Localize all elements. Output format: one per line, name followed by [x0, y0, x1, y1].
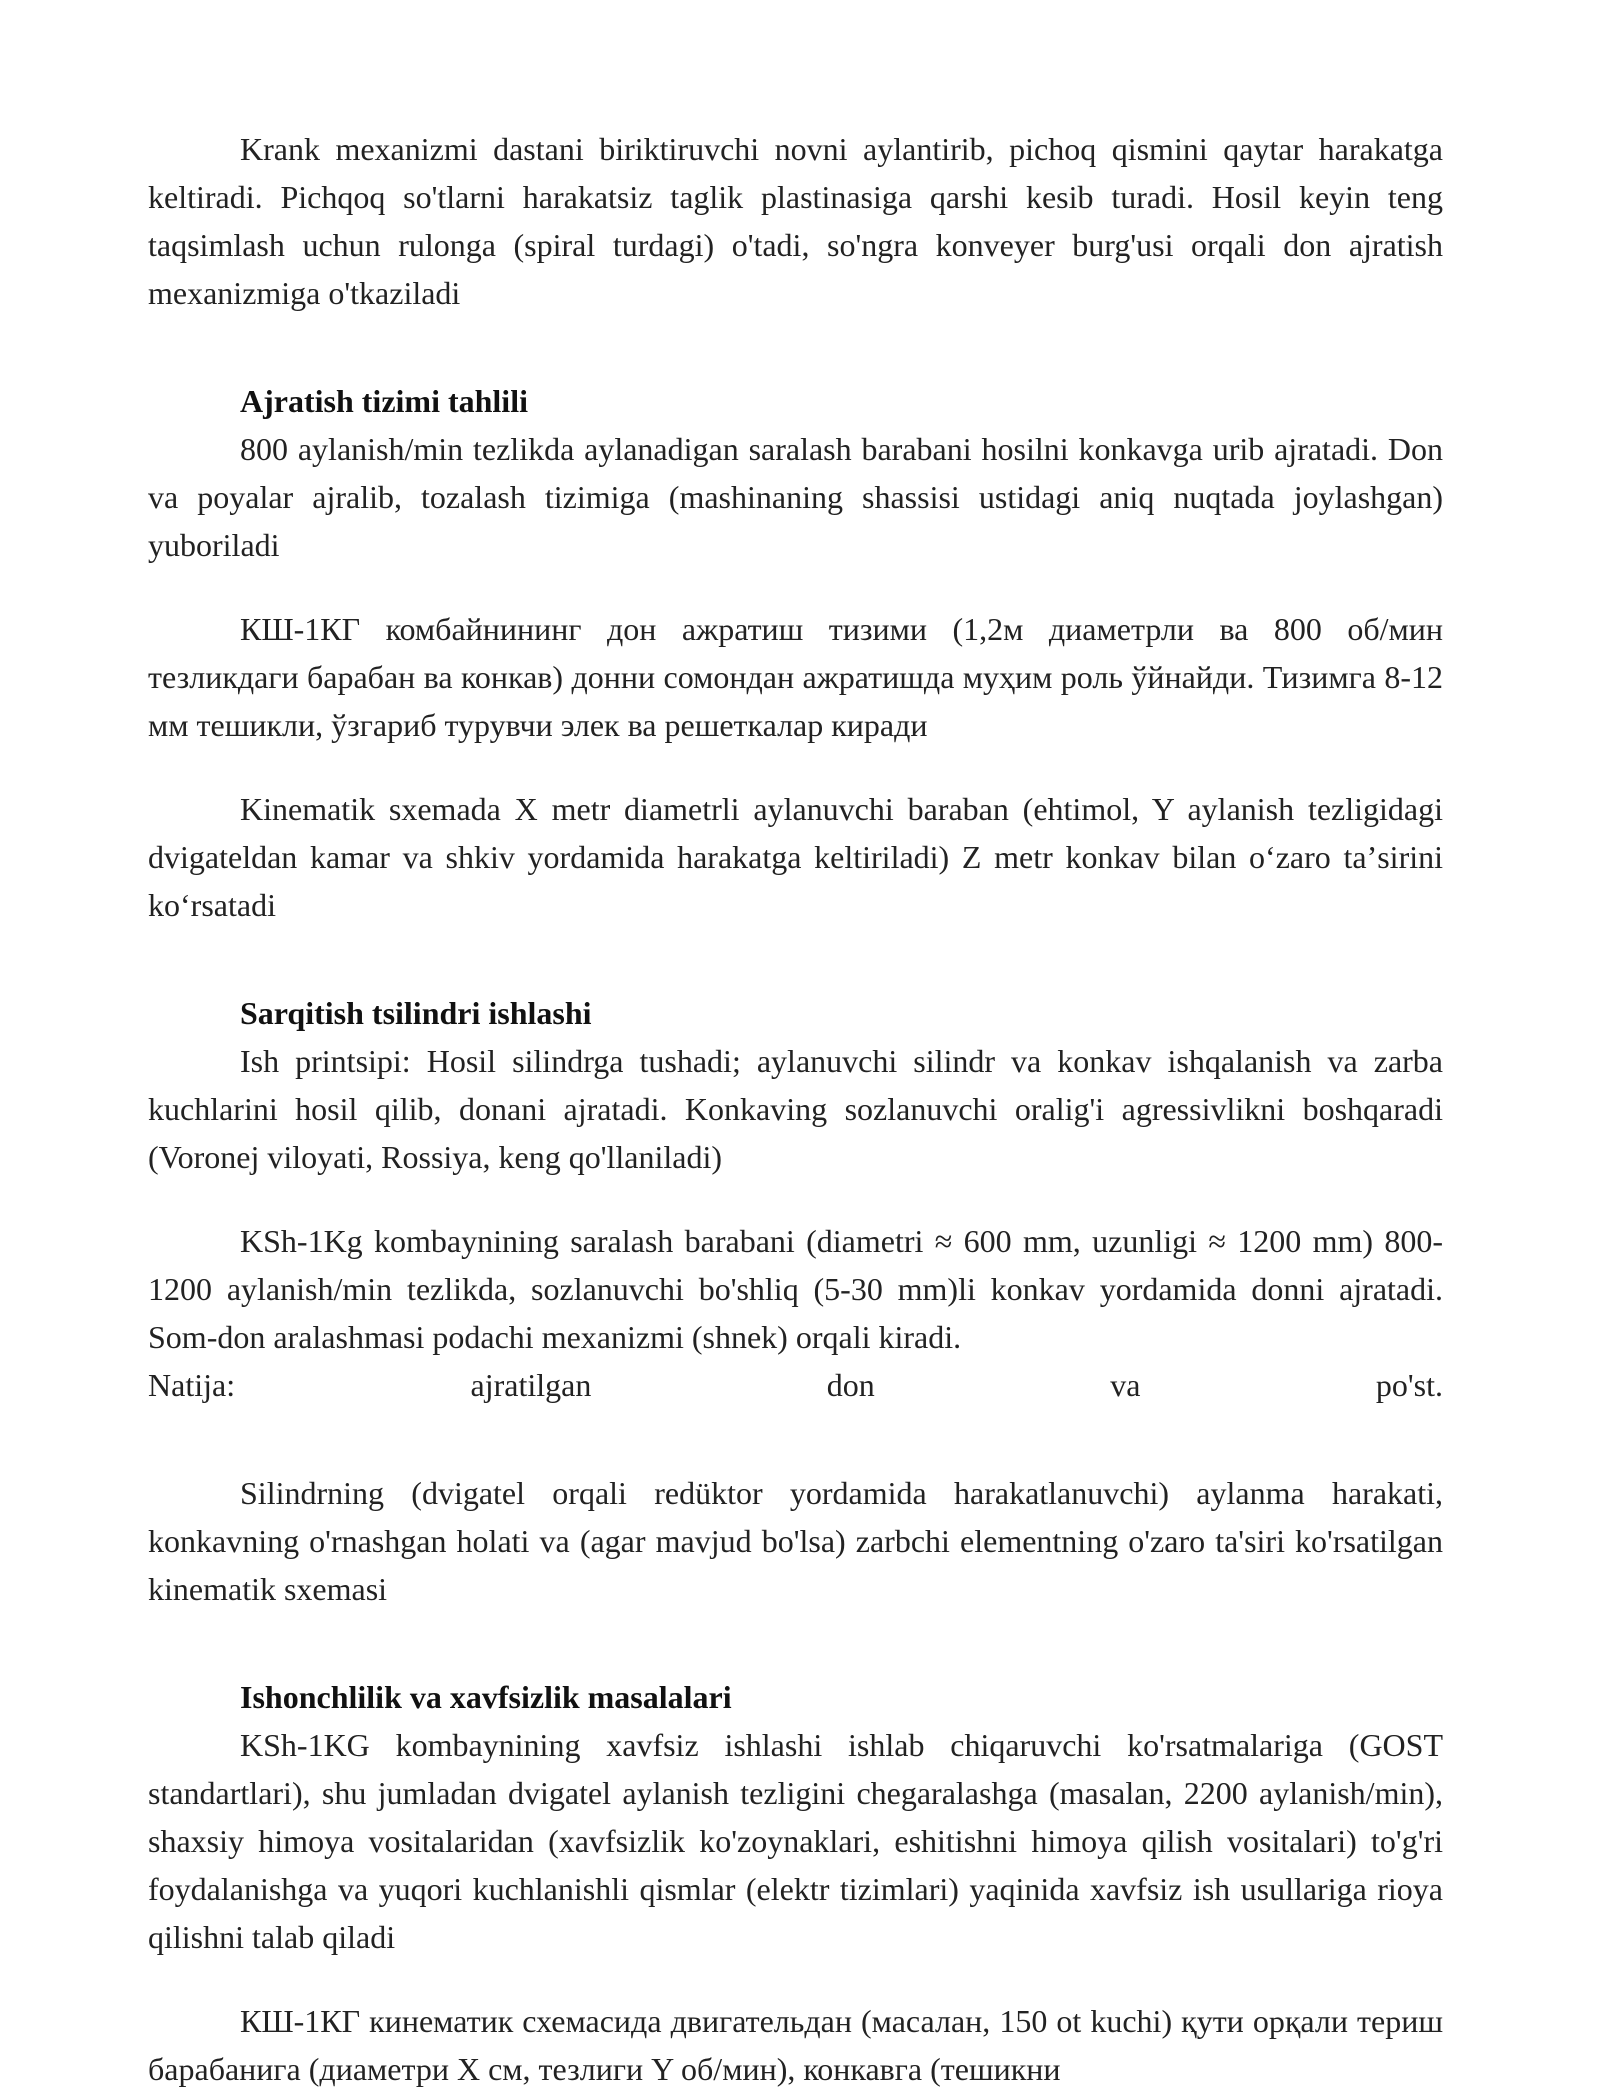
paragraph-cyrillic-separation: КШ-1КГ комбайнининг дон ажратиш тизими (1,2м диаметрли ва 800 об/мин тезликдаги барабан ва конкав) донни сомондан ажратишда муҳим роль ўйнайди. Тизимга 8-12 мм тешикли, ўзгариб турувчи элек ва решеткалар киради [148, 611, 1443, 743]
heading-threshing-cylinder: Sarqitish tsilindri ishlashi [240, 995, 592, 1031]
paragraph-separation-drum: 800 aylanish/min tezlikda aylanadigan saralash barabani hosilni konkavga urib ajratadi. Don va poyalar ajralib, tozalash tizimiga (mashinaning shassisi ustidagi aniq nuqtada joylashgan) yuboriladi [148, 431, 1443, 563]
paragraph-sorting-drum: KSh-1Kg kombaynining saralash barabani (diametri ≈ 600 mm, uzunligi ≈ 1200 mm) 800-1200 aylanish/min tezlikda, sozlanuvchi bo'shliq (5-30 mm)li konkav yordamida donni ajratadi. Som-don aralashmasi podachi mexanizmi (shnek) orqali kiradi. [148, 1223, 1443, 1355]
spacer [148, 1409, 1443, 1469]
result-word: va [1110, 1367, 1141, 1403]
paragraph-crank-mechanism: Krank mexanizmi dastani biriktiruvchi novni aylantirib, pichoq qismini qaytar harakatga keltiradi. Pichqoq so'tlarni harakatsiz taglik plastinasiga qarshi kesib turadi. Hosil keyin teng taqsimlash uchun rulonga (spiral turdagi) o'tadi, so'ngra konveyer burg'usi orqali don ajratish mexanizmiga o'tkaziladi [148, 131, 1443, 311]
spacer [148, 929, 1443, 989]
heading-separation-system: Ajratish tizimi tahlili [240, 383, 528, 419]
spacer [148, 1961, 1443, 1997]
document-body [148, 125, 1443, 2093]
result-word: Natija: [148, 1367, 236, 1403]
paragraph-working-principle: Ish printsipi: Hosil silindrga tushadi; aylanuvchi silindr va konkav ishqalanish va zarba kuchlarini hosil qilib, donani ajratadi. Konkaving sozlanuvchi oralig'i agressivlikni boshqaradi (Voronej viloyati, Rossiya, keng qo'llaniladi) [148, 1043, 1443, 1175]
spacer [148, 569, 1443, 605]
paragraph-cyrillic-kinematic: КШ-1КГ кинематик схемасида двигательдан (масалан, 150 ot kuchi) қути орқали териш барабанига (диаметри X см, тезлиги Y об/мин), конкавга (тешикни [148, 2003, 1443, 2087]
spacer [148, 317, 1443, 377]
heading-reliability-safety: Ishonchlilik va xavfsizlik masalalari [240, 1679, 732, 1715]
result-word: don [826, 1367, 875, 1403]
result-word: ajratilgan [470, 1367, 592, 1403]
spacer [148, 749, 1443, 785]
spacer [148, 1613, 1443, 1673]
result-line [148, 1361, 1443, 1409]
paragraph-kinematic-scheme: Kinematik sxemada X metr diametrli aylanuvchi baraban (ehtimol, Y aylanish tezligidagi dvigateldan kamar va shkiv yordamida harakatga keltiriladi) Z metr konkav bilan oʻzaro taʼsirini koʻrsatadi [148, 791, 1443, 923]
paragraph-cylinder-motion: Silindrning (dvigatel orqali redüktor yordamida harakatlanuvchi) aylanma harakati, konkavning o'rnashgan holati va (agar mavjud bo'lsa) zarbchi elementning o'zaro ta'siri ko'rsatilgan kinematik sxemasi [148, 1475, 1443, 1607]
spacer [148, 1181, 1443, 1217]
paragraph-safety-requirements: KSh-1KG kombaynining xavfsiz ishlashi ishlab chiqaruvchi ko'rsatmalariga (GOST standartlari), shu jumladan dvigatel aylanish tezligini chegaralashga (masalan, 2200 aylanish/min), shaxsiy himoya vositalaridan (xavfsizlik ko'zoynaklari, eshitishni himoya qilish vositalari) to'g'ri foydalanishga va yuqori kuchlanishli qismlar (elektr tizimlari) yaqinida xavfsiz ish usullariga rioya qilishni talab qiladi [148, 1727, 1443, 1955]
result-word: po'st. [1375, 1367, 1443, 1403]
